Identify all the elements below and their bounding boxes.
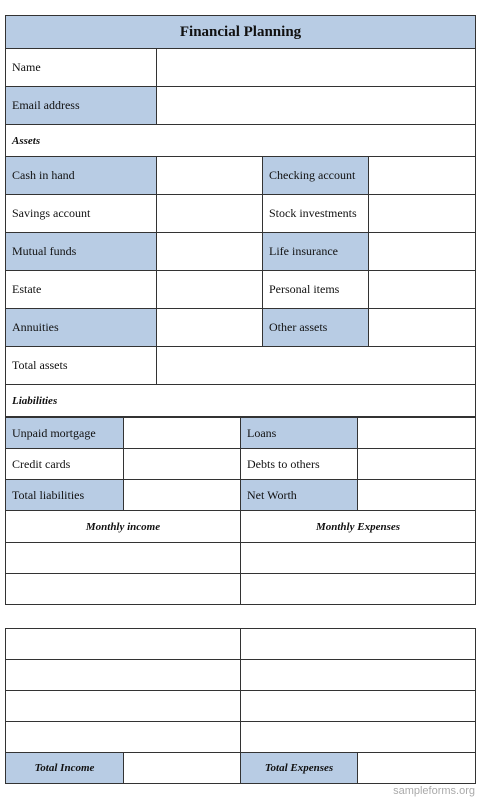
- net-worth-field[interactable]: [358, 480, 476, 511]
- credit-cards-label: Credit cards: [6, 449, 124, 480]
- cash-in-hand-field[interactable]: [157, 157, 263, 195]
- expense-entry-field[interactable]: [241, 722, 476, 753]
- income-entry-field[interactable]: [6, 574, 241, 605]
- unpaid-mortgage-field[interactable]: [124, 418, 241, 449]
- cash-in-hand-label: Cash in hand: [6, 157, 157, 195]
- expense-entry-field[interactable]: [241, 691, 476, 722]
- name-field[interactable]: [157, 49, 476, 87]
- stock-investments-label: Stock investments: [263, 195, 369, 233]
- personal-items-label: Personal items: [263, 271, 369, 309]
- other-assets-field[interactable]: [369, 309, 476, 347]
- total-assets-field[interactable]: [157, 347, 476, 385]
- mutual-funds-field[interactable]: [157, 233, 263, 271]
- expense-entry-field[interactable]: [241, 543, 476, 574]
- total-income-field[interactable]: [124, 753, 241, 784]
- loans-label: Loans: [241, 418, 358, 449]
- email-label: Email address: [6, 87, 157, 125]
- income-entry-field[interactable]: [6, 722, 241, 753]
- total-liabilities-label: Total liabilities: [6, 480, 124, 511]
- form-title: Financial Planning: [6, 16, 476, 49]
- debts-to-others-field[interactable]: [358, 449, 476, 480]
- life-insurance-field[interactable]: [369, 233, 476, 271]
- income-entry-field[interactable]: [6, 543, 241, 574]
- budget-continuation-table: [5, 628, 475, 784]
- estate-field[interactable]: [157, 271, 263, 309]
- estate-label: Estate: [6, 271, 157, 309]
- income-entry-field[interactable]: [6, 629, 241, 660]
- savings-account-field[interactable]: [157, 195, 263, 233]
- debts-to-others-label: Debts to others: [241, 449, 358, 480]
- monthly-expenses-header: Monthly Expenses: [241, 511, 476, 543]
- net-worth-label: Net Worth: [241, 480, 358, 511]
- total-expenses-label: Total Expenses: [241, 753, 358, 784]
- other-assets-label: Other assets: [263, 309, 369, 347]
- income-entry-field[interactable]: [6, 691, 241, 722]
- financial-planning-form: [5, 15, 475, 605]
- watermark: sampleforms.org: [393, 785, 475, 797]
- total-income-label: Total Income: [6, 753, 124, 784]
- unpaid-mortgage-label: Unpaid mortgage: [6, 418, 124, 449]
- mutual-funds-label: Mutual funds: [6, 233, 157, 271]
- total-liabilities-field[interactable]: [124, 480, 241, 511]
- total-assets-label: Total assets: [6, 347, 157, 385]
- expense-entry-field[interactable]: [241, 660, 476, 691]
- stock-investments-field[interactable]: [369, 195, 476, 233]
- email-field[interactable]: [157, 87, 476, 125]
- annuities-label: Annuities: [6, 309, 157, 347]
- expense-entry-field[interactable]: [241, 629, 476, 660]
- checking-account-field[interactable]: [369, 157, 476, 195]
- life-insurance-label: Life insurance: [263, 233, 369, 271]
- loans-field[interactable]: [358, 418, 476, 449]
- total-expenses-field[interactable]: [358, 753, 476, 784]
- expense-entry-field[interactable]: [241, 574, 476, 605]
- monthly-income-header: Monthly income: [6, 511, 241, 543]
- liabilities-section-label: Liabilities: [6, 385, 476, 417]
- income-entry-field[interactable]: [6, 660, 241, 691]
- savings-account-label: Savings account: [6, 195, 157, 233]
- checking-account-label: Checking account: [263, 157, 369, 195]
- assets-section-label: Assets: [6, 125, 476, 157]
- annuities-field[interactable]: [157, 309, 263, 347]
- credit-cards-field[interactable]: [124, 449, 241, 480]
- personal-items-field[interactable]: [369, 271, 476, 309]
- name-label: Name: [6, 49, 157, 87]
